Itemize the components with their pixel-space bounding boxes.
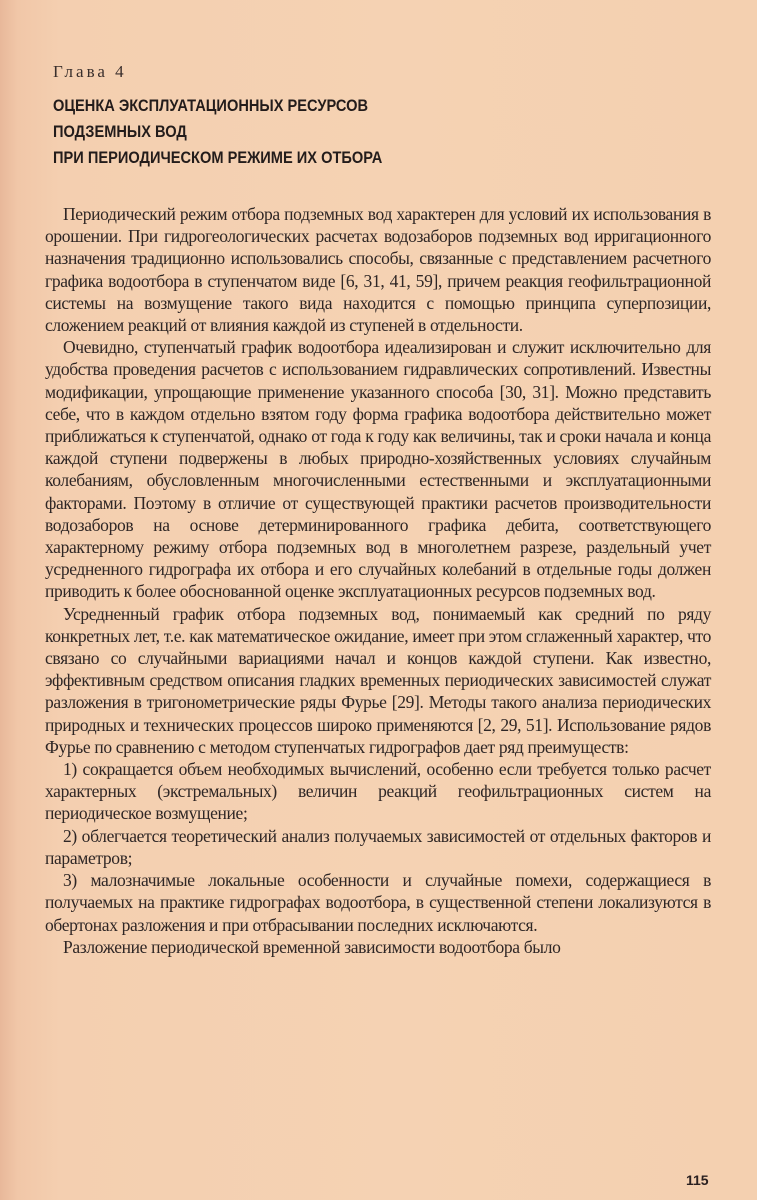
list-item: 2) облегчается теоретический анализ получаемых зависимостей от отдельных факторов и параметров; (45, 825, 711, 868)
list-item: 3) малозначимые локальные особенности и случайные помехи, содержащиеся в получаемых на практике гидрографах водоотбора, в существенной степени локализуются в обертонах разложения и при отбрасывании последних исключаются. (45, 870, 711, 935)
page-number: 115 (686, 1172, 709, 1188)
chapter-title-line: ПРИ ПЕРИОДИЧЕСКОМ РЕЖИМЕ ИХ ОТБОРА (53, 148, 383, 167)
chapter-title-line: ПОДЗЕМНЫХ ВОД (53, 122, 187, 141)
paragraph: Периодический режим отбора подземных вод характерен для условий их использования в орошении. При гидрогеологических расчетах водозаборов подземных вод ирригационного назначения традиционно использовались способы, связанные с представлением расчетного графика водоотбора в ступенчатом виде [6, 31, 41, 59], причем реакция геофильтрационной системы на возмущение такого вида находится с помощью принципа суперпозиции, сложением реакций от влияния каждой из ступеней в отдельности. (45, 204, 711, 336)
list-item: 1) сокращается объем необходимых вычислений, особенно если требуется только расчет характерных (экстремальных) величин реакций геофильтрационных систем на периодическое возмущение; (45, 759, 711, 824)
chapter-title (53, 93, 382, 171)
chapter-label: Глава 4 (53, 62, 127, 81)
paragraph: Разложение периодической временной зависимости водоотбора было (63, 936, 561, 957)
body-text (45, 203, 711, 958)
chapter-title-line: ОЦЕНКА ЭКСПЛУАТАЦИОННЫХ РЕСУРСОВ (53, 96, 369, 115)
paragraph: Очевидно, ступенчатый график водоотбора идеализирован и служит исключительно для удобства проведения расчетов с использованием гидравлических сопротивлений. Известны модификации, упрощающие применение указанного способа [30, 31]. Можно представить себе, что в каждом отдельно взятом году форма графика водоотбора действительно может приближаться к ступенчатой, однако от года к году как величины, так и сроки начала и конца каждой ступени подвержены в любых природно-хозяйственных условиях случайным колебаниям, обусловленным многочисленными естественными и эксплуатационными факторами. Поэтому в отличие от существующей практики расчетов производительности водозаборов на основе детерминированного графика дебита, соответствующего характерному режиму отбора подземных вод в многолетнем разрезе, раздельный учет усредненного гидрографа их отбора и его случайных колебаний в отдельные годы должен приводить к более обоснованной оценке эксплуатационных ресурсов подземных вод. (45, 337, 711, 602)
paragraph: Усредненный график отбора подземных вод, понимаемый как средний по ряду конкретных лет, т.е. как математическое ожидание, имеет при этом сглаженный характер, что связано со случайными вариациями начал и концов каждой ступени. Как известно, эффективным средством описания гладких временных периодических зависимостей служат разложения в тригонометрические ряды Фурье [29]. Методы такого анализа периодических природных и технических процессов широко применяются [2, 29, 51]. Использование рядов Фурье по сравнению с методом ступенчатых гидрографов дает ряд преимуществ: (45, 603, 711, 757)
